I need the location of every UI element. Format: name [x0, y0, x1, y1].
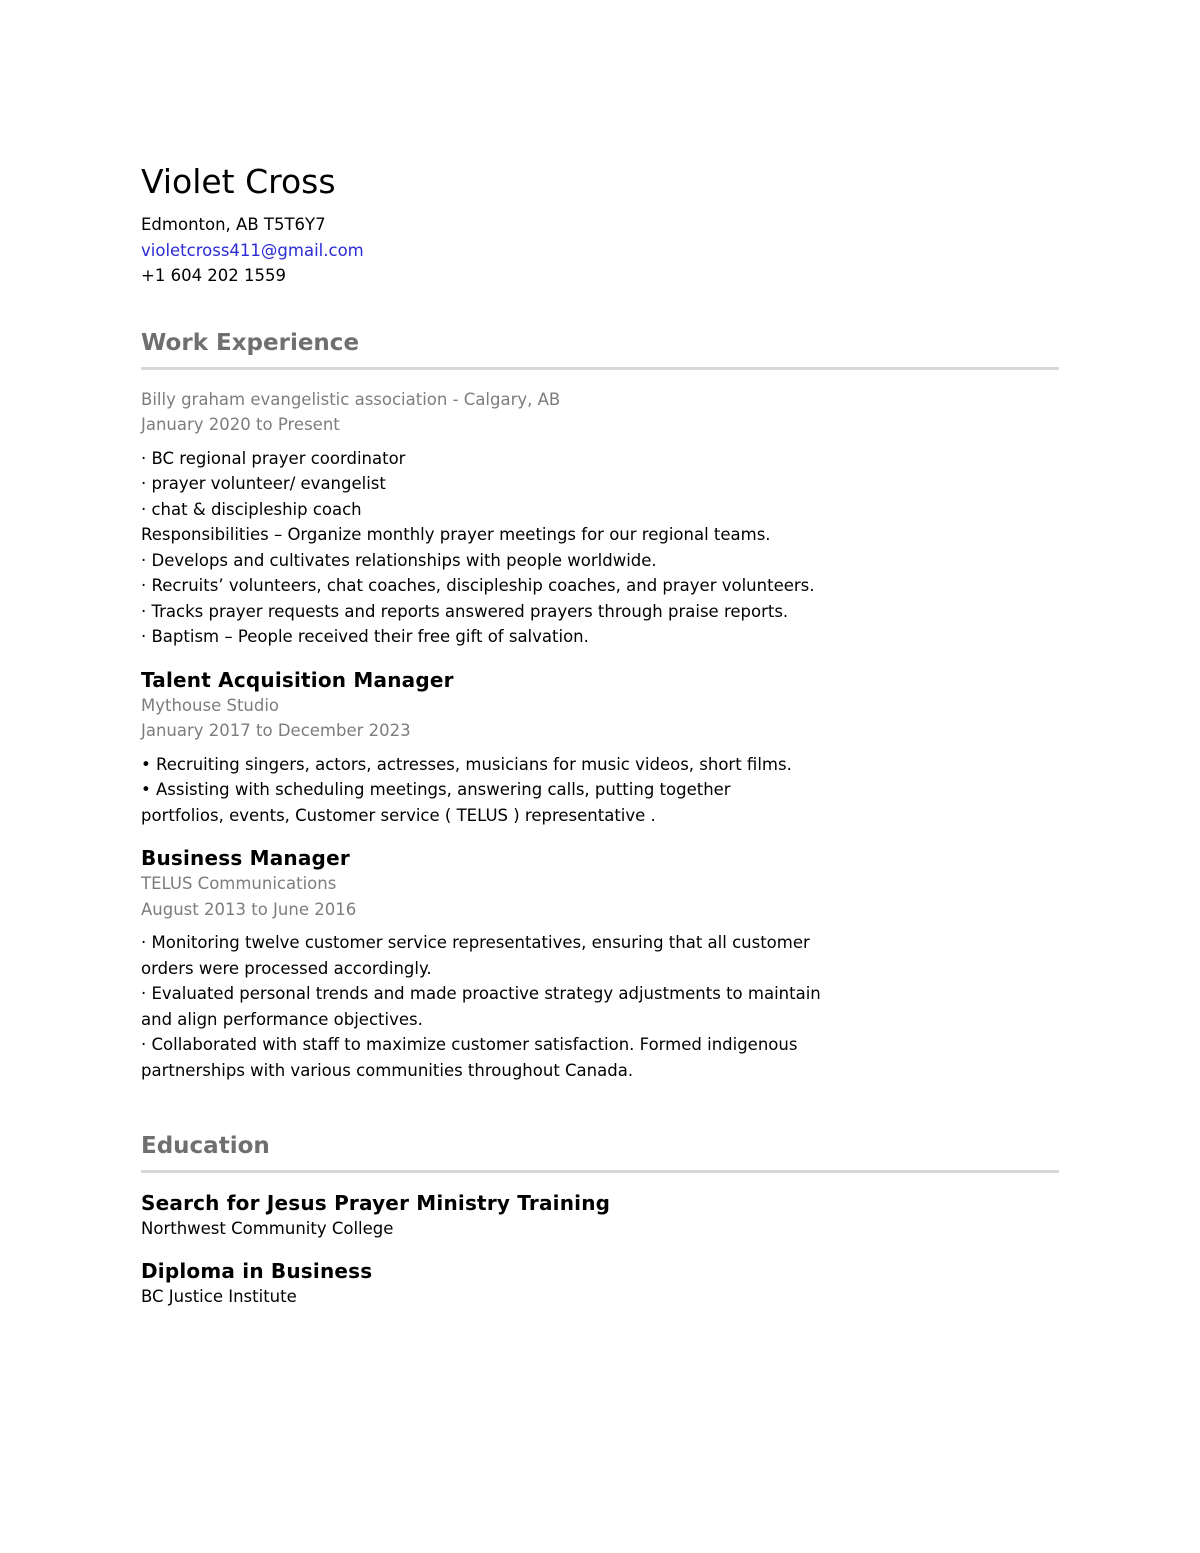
desc-line: · Develops and cultivates relationships with people worldwide.	[141, 550, 657, 570]
job-company: Billy graham evangelistic association - Calgary, AB	[141, 389, 561, 409]
location: Edmonton, AB T5T6Y7	[141, 215, 326, 234]
job-entry	[141, 387, 1059, 650]
degree-title: Search for Jesus Prayer Ministry Training	[141, 1191, 611, 1215]
job-dates: August 2013 to June 2016	[141, 899, 357, 919]
education-entry	[141, 1190, 1059, 1242]
desc-line: • Recruiting singers, actors, actresses, musicians for music videos, short films.	[141, 754, 792, 774]
work-experience-section	[141, 327, 1059, 1084]
job-description	[141, 752, 901, 829]
desc-line: · BC regional prayer coordinator	[141, 448, 406, 468]
job-entry	[141, 845, 1059, 1083]
job-dates: January 2020 to Present	[141, 415, 340, 434]
job-title: Business Manager	[141, 846, 350, 870]
degree-title: Diploma in Business	[141, 1258, 373, 1283]
desc-line: Responsibilities – Organize monthly prayer meetings for our regional teams.	[141, 525, 771, 544]
email-link[interactable]: violetcross411@gmail.com	[141, 240, 364, 260]
job-title: Talent Acquisition Manager	[141, 667, 454, 692]
job-company: Mythouse Studio	[141, 695, 280, 715]
desc-line: portfolios, events, Customer service ( TELUS ) representative .	[141, 805, 656, 825]
job-description	[141, 446, 901, 650]
desc-line: and align performance objectives.	[141, 1009, 423, 1029]
section-divider	[141, 367, 1059, 370]
desc-line: · Recruits’ volunteers, chat coaches, discipleship coaches, and prayer volunteers.	[141, 576, 815, 595]
desc-line: · Baptism – People received their free gift of salvation.	[141, 627, 589, 646]
school-name: Northwest Community College	[141, 1219, 394, 1238]
candidate-name: Violet Cross	[141, 162, 336, 201]
desc-line: · Tracks prayer requests and reports answered prayers through praise reports.	[141, 601, 789, 621]
section-title-education: Education	[141, 1133, 270, 1159]
job-description	[141, 930, 901, 1083]
desc-line: · Evaluated personal trends and made proactive strategy adjustments to maintain	[141, 984, 821, 1003]
desc-line: · Monitoring twelve customer service representatives, ensuring that all customer	[141, 933, 810, 952]
school-name: BC Justice Institute	[141, 1286, 297, 1306]
desc-line: partnerships with various communities throughout Canada.	[141, 1060, 634, 1080]
education-entry	[141, 1258, 1059, 1310]
section-title-work: Work Experience	[141, 329, 360, 356]
job-company: TELUS Communications	[141, 874, 337, 893]
section-divider	[141, 1170, 1059, 1173]
contact-block	[141, 212, 1059, 289]
resume-page	[141, 160, 1059, 1309]
job-entry	[141, 667, 1059, 829]
desc-line: orders were processed accordingly.	[141, 958, 432, 978]
desc-line: · chat & discipleship coach	[141, 499, 362, 519]
phone: +1 604 202 1559	[141, 266, 287, 285]
education-section	[141, 1130, 1059, 1309]
desc-line: · Collaborated with staff to maximize customer satisfaction. Formed indigenous	[141, 1035, 798, 1054]
job-dates: January 2017 to December 2023	[141, 721, 411, 740]
desc-line: · prayer volunteer/ evangelist	[141, 474, 386, 493]
desc-line: • Assisting with scheduling meetings, answering calls, putting together	[141, 780, 731, 799]
